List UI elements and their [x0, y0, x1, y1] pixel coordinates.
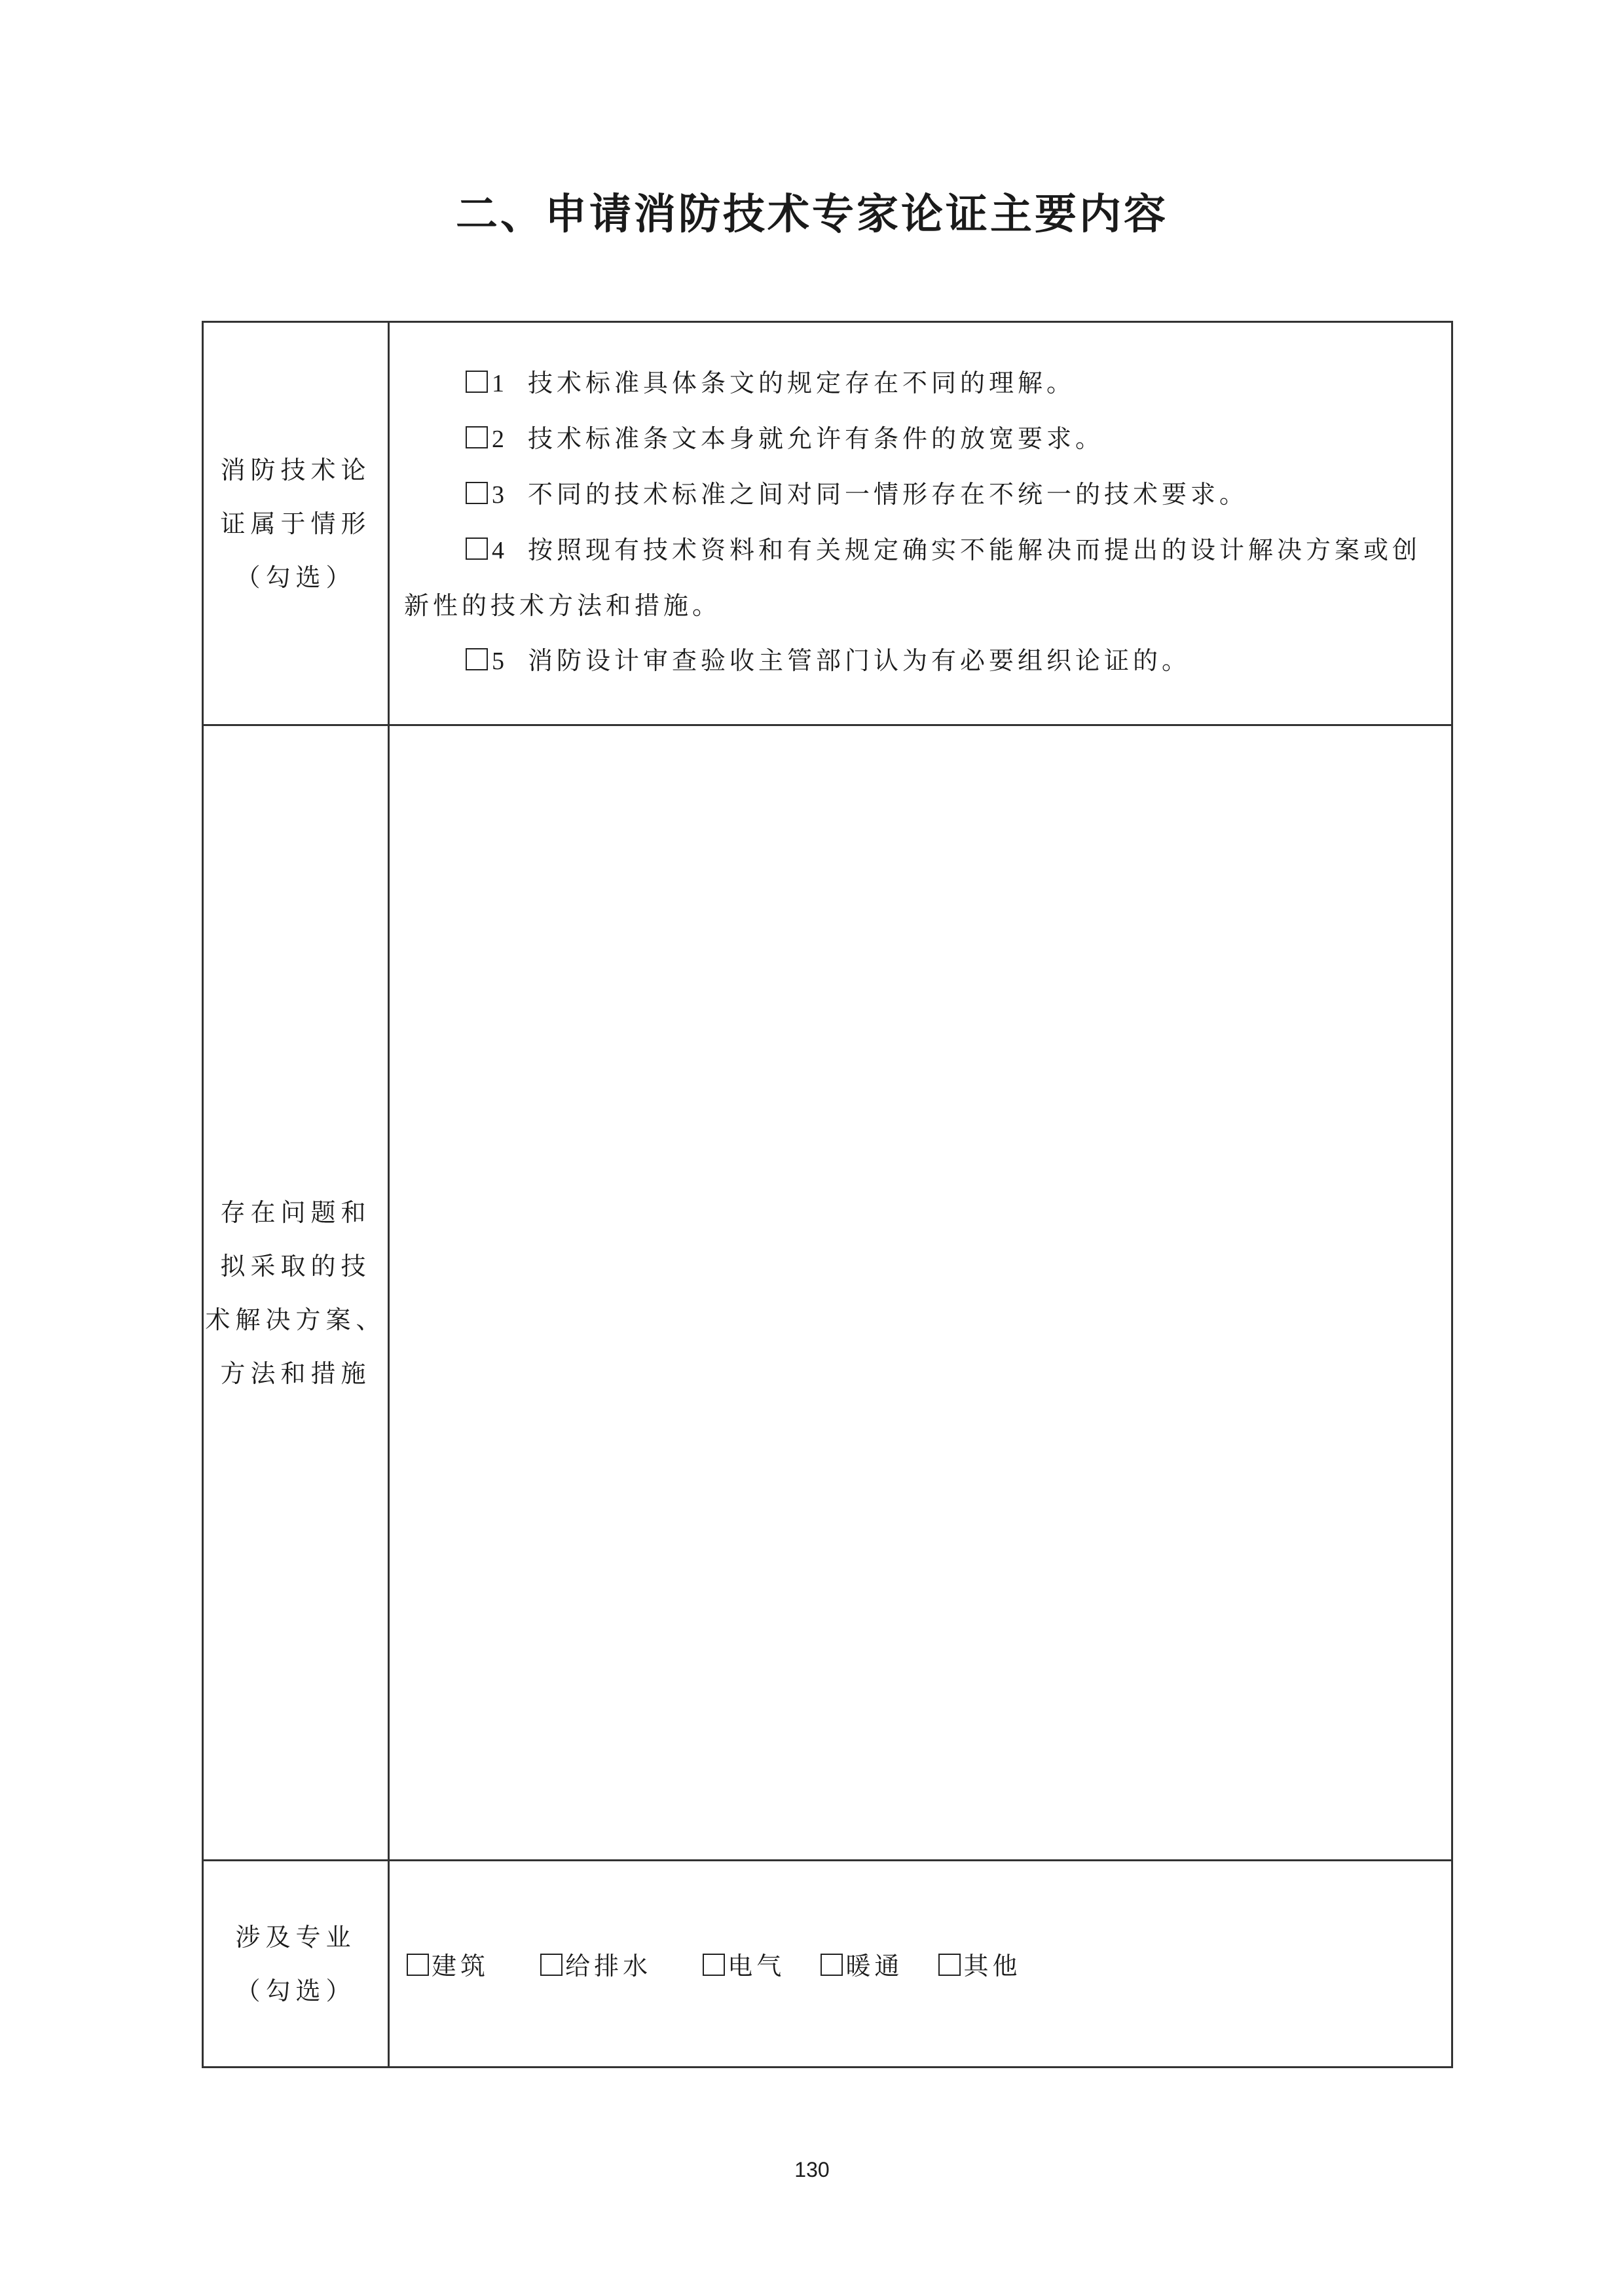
major-hvac[interactable]: 暖通 [821, 1946, 903, 1982]
major-electrical[interactable]: 电气 [703, 1946, 785, 1982]
situation-label-line-2: 证属于情形 [220, 509, 371, 538]
situation-label-line-1: 消防技术论 [220, 455, 371, 484]
situation-option-1[interactable]: 1 技术标准具体条文的规定存在不同的理解。 [404, 355, 1437, 411]
checkbox-icon[interactable] [466, 538, 488, 560]
checkbox-icon[interactable] [821, 1954, 843, 1976]
problems-content-cell[interactable] [389, 725, 1452, 1861]
application-form-table [202, 321, 1453, 2068]
majors-label-cell [203, 1861, 389, 2068]
checkbox-icon[interactable] [466, 371, 488, 393]
major-architecture[interactable]: 建筑 [407, 1946, 489, 1982]
checkbox-icon[interactable] [466, 482, 488, 504]
checkbox-icon[interactable] [466, 426, 488, 448]
checkbox-icon[interactable] [938, 1954, 961, 1976]
page-title: 二、申请消防技术专家论证主要内容 [456, 191, 1168, 239]
problems-label-cell [203, 725, 389, 1861]
situation-label-cell [203, 322, 389, 725]
situation-option-3[interactable]: 3 不同的技术标准之间对同一情形存在不统一的技术要求。 [404, 467, 1437, 522]
checkbox-icon[interactable] [540, 1954, 563, 1976]
checkbox-icon[interactable] [466, 648, 488, 670]
majors-row [203, 1861, 1452, 2068]
situation-option-4[interactable]: 4 按照现有技术资料和有关规定确实不能解决而提出的设计解决方案或创 新性的技术方法和措施。 [404, 536, 1422, 620]
situation-option-5[interactable]: 5 消防设计审查验收主管部门认为有必要组织论证的。 [404, 633, 1437, 689]
majors-label-line-2: （勾选） [235, 1976, 356, 2005]
checkbox-icon[interactable] [407, 1954, 429, 1976]
situation-label-line-3: （勾选） [235, 562, 356, 592]
situation-options-cell [389, 322, 1452, 725]
majors-label-line-1: 涉及专业 [235, 1922, 356, 1952]
situation-row [203, 322, 1452, 725]
problems-label-line-2: 拟采取的技 [220, 1251, 371, 1281]
problems-label-line-4: 方法和措施 [220, 1358, 371, 1388]
checkbox-icon[interactable] [703, 1954, 725, 1976]
majors-options-cell [389, 1861, 1452, 2068]
major-other[interactable]: 其他 [938, 1946, 1021, 1982]
page-number: 130 [794, 2158, 830, 2181]
problems-label-line-3: 术解决方案、 [205, 1305, 386, 1334]
problems-label-line-1: 存在问题和 [220, 1197, 371, 1227]
problems-row [203, 725, 1452, 1861]
situation-option-2[interactable]: 2 技术标准条文本身就允许有条件的放宽要求。 [404, 411, 1437, 467]
major-plumbing[interactable]: 给排水 [540, 1946, 652, 1982]
